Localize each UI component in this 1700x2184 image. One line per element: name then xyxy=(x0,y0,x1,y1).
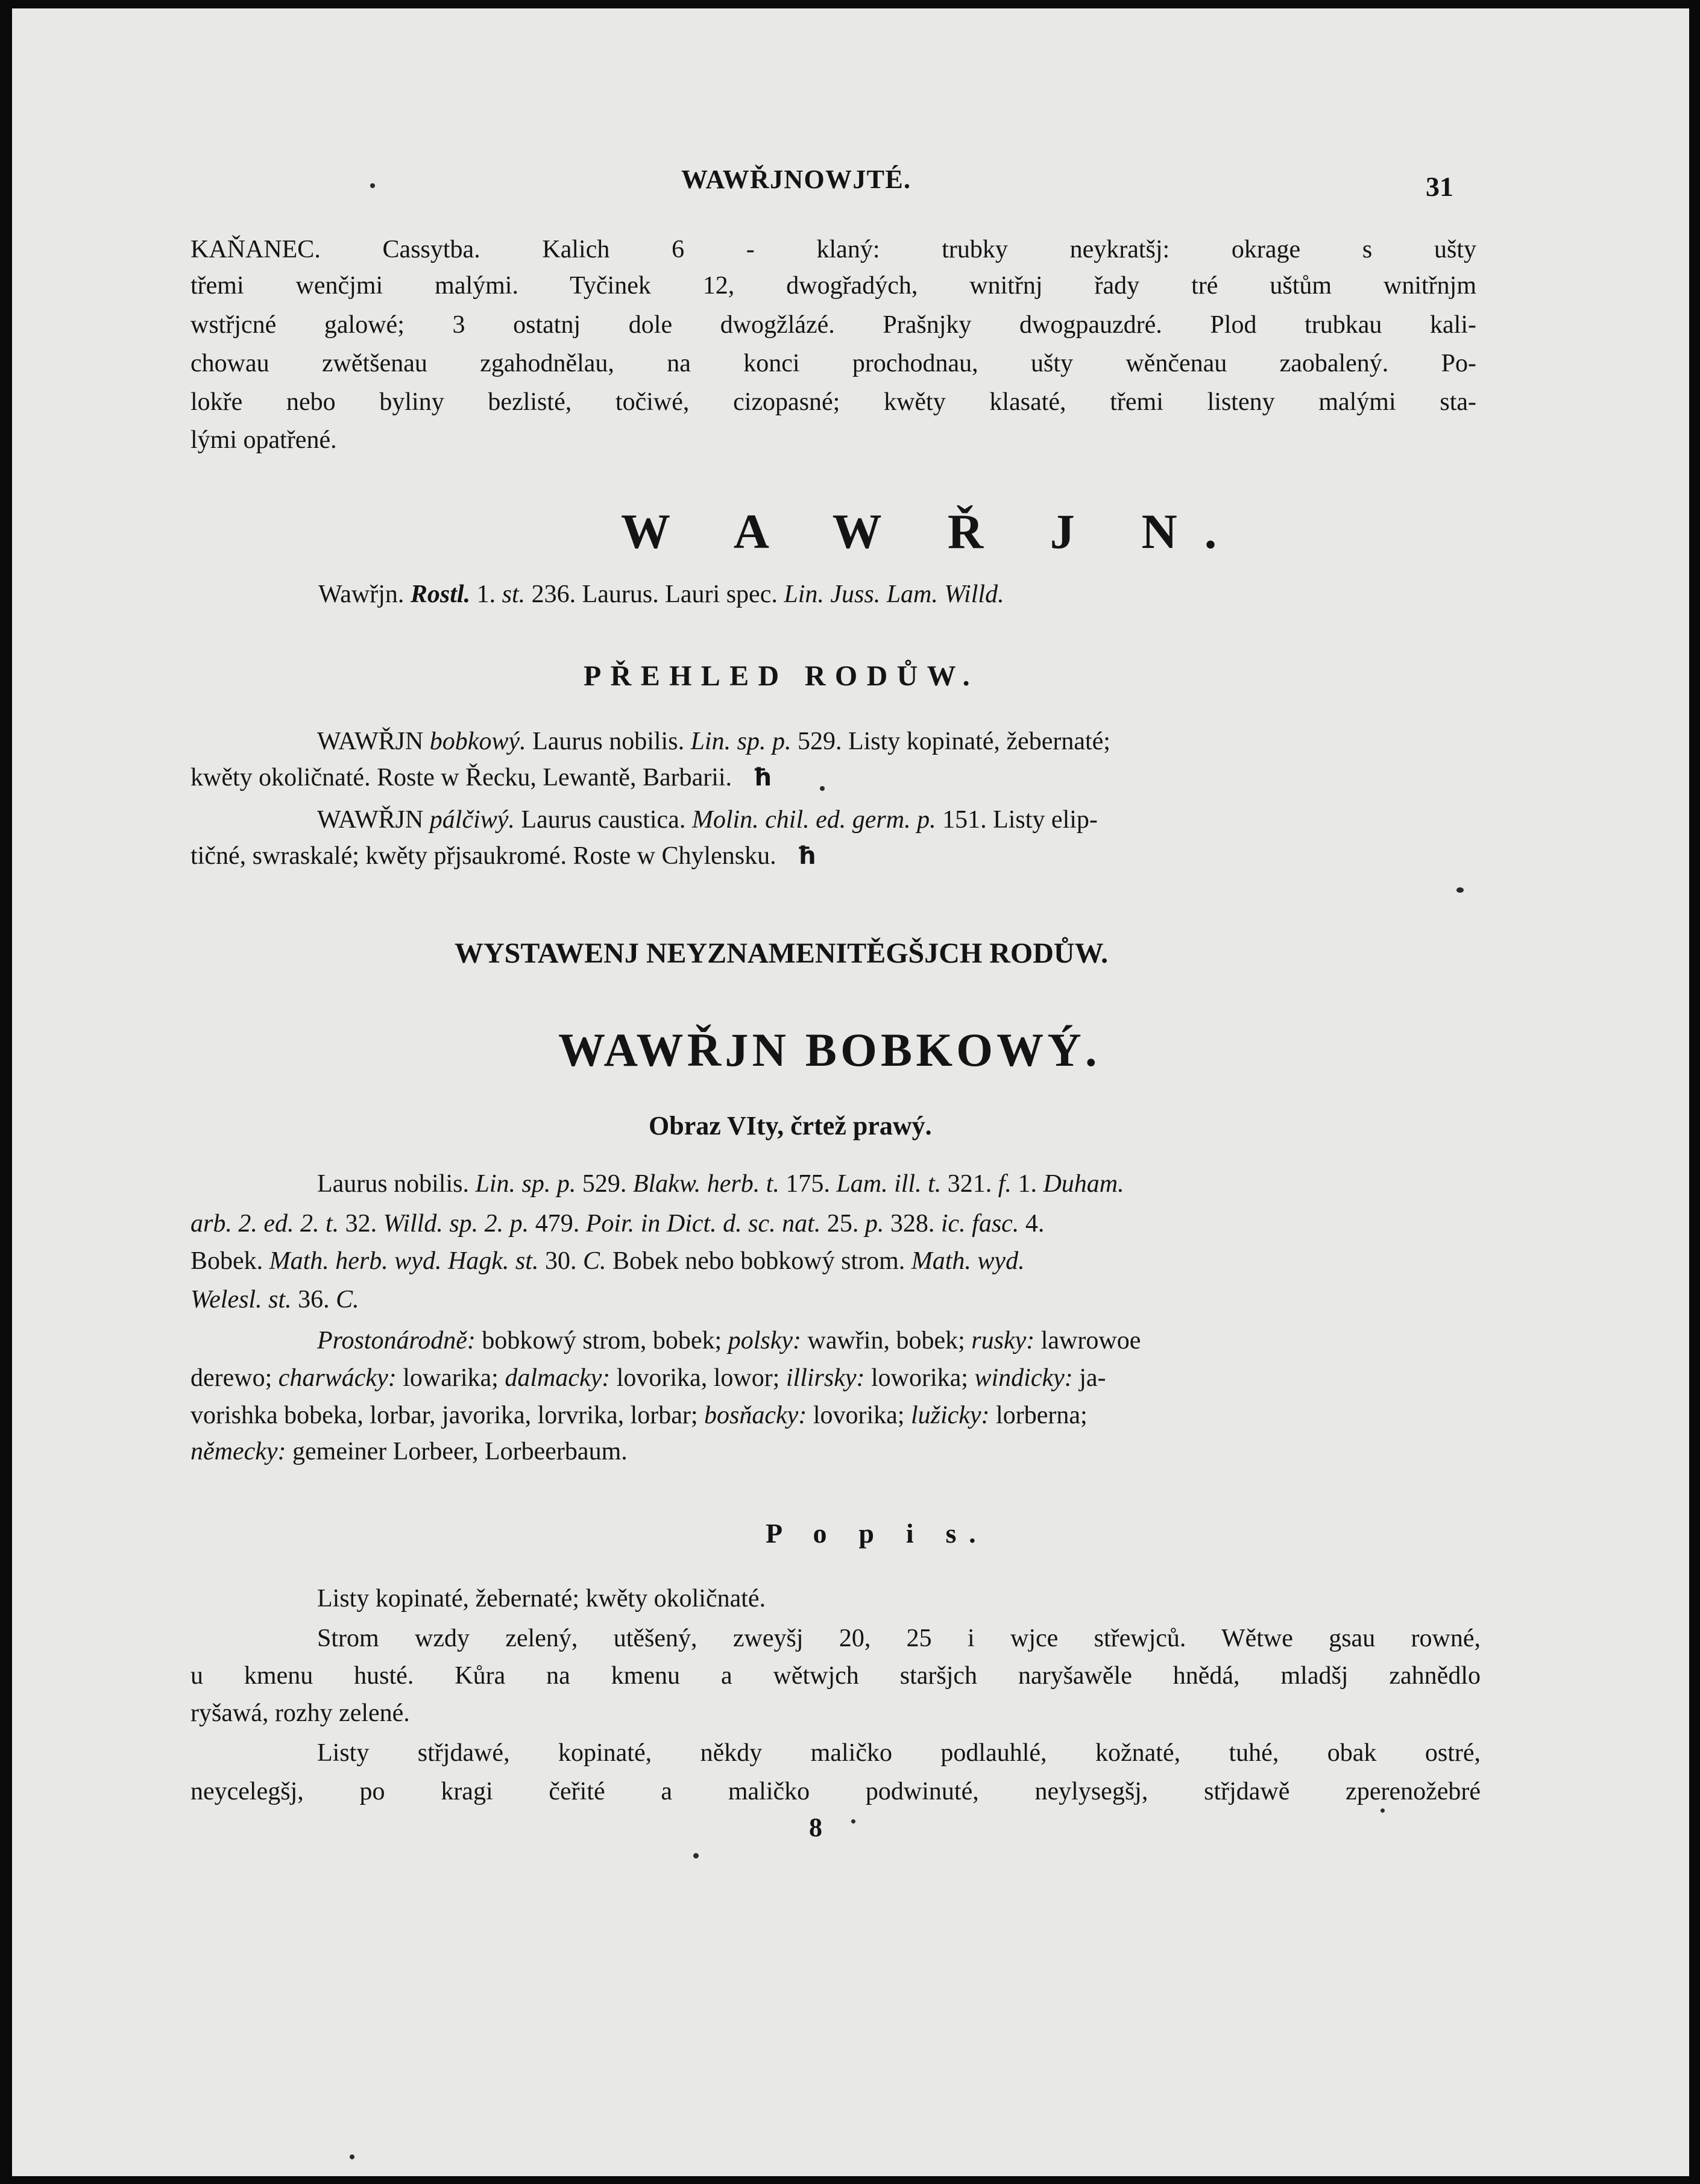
print-speck xyxy=(1456,887,1464,893)
entry2-desc: Listy elip- xyxy=(993,806,1098,834)
plate-reference: Obraz VIty, črtež prawý. xyxy=(649,1111,932,1141)
syn-num: 36. xyxy=(298,1286,330,1314)
print-speck xyxy=(851,1819,855,1824)
kananec-line-5: lokře nebo byliny bezlisté, točiwé, cizopasné; kwěty klasaté, třemi listeny malými sta- xyxy=(190,388,1476,416)
print-speck xyxy=(693,1853,699,1858)
ref-page: 236. Laurus. Lauri spec. xyxy=(531,581,778,608)
syn-ref-duham: Duham. xyxy=(1043,1170,1124,1198)
vern-label: bosňacky: xyxy=(704,1402,807,1429)
vernacular-line-4 xyxy=(190,1435,628,1468)
syn-num: 4. xyxy=(1025,1210,1045,1238)
overview-entry-2 xyxy=(317,803,1098,837)
popis-line-3: u kmenu husté. Kůra na kmenu a wětwjch staršjch naryšawěle hnědá, mladšj zahnědlo xyxy=(190,1662,1481,1690)
entry1-ref: Lin. sp. p. xyxy=(690,728,792,755)
syn-latin: Laurus nobilis. xyxy=(317,1170,469,1198)
entry2-epithet: pálčiwý. xyxy=(429,806,515,834)
syn-num: 321. xyxy=(947,1170,992,1198)
vernacular-line-1 xyxy=(317,1324,1141,1358)
vern-value: lovorika; xyxy=(813,1402,905,1429)
vern-label: illirsky: xyxy=(785,1364,865,1392)
overview-entry-1-cont xyxy=(190,761,772,795)
entry1-name: WAWŘJN xyxy=(317,728,424,755)
genus-title: W A W Ř J N. xyxy=(621,504,1244,559)
vern-label: polsky: xyxy=(728,1327,801,1355)
vern-value: ja- xyxy=(1079,1364,1106,1392)
syn-ref-arb: arb. 2. ed. 2. t. xyxy=(190,1210,339,1238)
kananec-line-2: třemi wenčjmi malými. Tyčinek 12, dwogřadých, wnitřnj řady tré uštům wnitřnjm xyxy=(190,272,1476,300)
syn-ref-p: p. xyxy=(864,1210,884,1238)
vern-label: lužicky: xyxy=(910,1402,990,1429)
syn-num: 328. xyxy=(890,1210,935,1238)
syn-num: 30. xyxy=(544,1247,577,1275)
entry2-name: WAWŘJN xyxy=(317,806,424,834)
ref-authors: Lin. Juss. Lam. Willd. xyxy=(784,581,1004,608)
popis-heading: P o p i s. xyxy=(766,1518,989,1549)
overview-entry-1 xyxy=(317,725,1110,758)
entry1-line2: kwěty okoličnaté. Roste w Řecku, Lewantě, Barbarii. xyxy=(190,764,732,791)
species-title: WAWŘJN BOBKOWÝ. xyxy=(558,1024,1101,1076)
entry2-line2: tičné, swraskalé; kwěty přjsaukromé. Roste w Chylensku. xyxy=(190,842,776,870)
popis-line-5: Listy střjdawé, kopinaté, někdy maličko podlauhlé, kožnaté, tuhé, obak ostré, xyxy=(317,1739,1481,1767)
syn-bobek-strom: Bobek nebo bobkowý strom. xyxy=(612,1247,905,1275)
shrub-sign-icon: ħ xyxy=(797,842,816,870)
running-head: WAWŘJNOWJTÉ. xyxy=(681,165,911,194)
popis-line-2: Strom wzdy zelený, utěšený, zweyšj 20, 25 i wjce střewjců. Wětwe gsau rowné, xyxy=(317,1625,1481,1652)
vern-label: rusky: xyxy=(971,1327,1035,1355)
genus-name-cz: Wawřjn. xyxy=(318,581,405,608)
print-speck xyxy=(820,786,825,791)
syn-ref-c: C. xyxy=(582,1247,606,1275)
syn-ref-ic: ic. fasc. xyxy=(940,1210,1019,1238)
popis-line-6: neycelegšj, po kragi čeřité a maličko podwinuté, neylysegšj, střjdawě zperenožebré xyxy=(190,1778,1481,1805)
syn-ref-lin: Lin. sp. p. xyxy=(475,1170,576,1198)
syn-ref-math: Math. herb. wyd. Hagk. st. xyxy=(269,1247,539,1275)
kananec-line-1: KAŇANEC. Cassytba. Kalich 6 - klaný: trubky neykratšj: okrage s ušty xyxy=(190,236,1476,263)
popis-line-4: ryšawá, rozhy zelené. xyxy=(190,1699,410,1727)
vern-value: bobkowý strom, bobek; xyxy=(482,1327,722,1355)
entry1-epithet: bobkowý. xyxy=(429,728,526,755)
syn-num: 25. xyxy=(826,1210,859,1238)
entry2-page: 151. xyxy=(942,806,987,834)
genus-synonymy xyxy=(318,577,1004,611)
vernacular-line-2 xyxy=(190,1361,1106,1395)
overview-heading: PŘEHLED RODŮW. xyxy=(584,660,979,692)
vern-value: wawřin, bobek; xyxy=(807,1327,965,1355)
syn-ref-f: f. xyxy=(998,1170,1012,1198)
vern-label: charwácky: xyxy=(278,1364,397,1392)
vern-value: lovorika, lowor; xyxy=(616,1364,780,1392)
syn-num: 175. xyxy=(785,1170,830,1198)
syn-ref-lam: Lam. ill. t. xyxy=(836,1170,942,1198)
popis-line-1: Listy kopinaté, žebernaté; kwěty okoličnaté. xyxy=(317,1585,766,1613)
shrub-sign-icon: ħ xyxy=(752,764,772,791)
page-number: 31 xyxy=(1426,171,1453,202)
entry2-latin: Laurus caustica. xyxy=(521,806,686,834)
vern-value: derewo; xyxy=(190,1364,272,1392)
syn-num: 1. xyxy=(1018,1170,1037,1198)
synonymy-line-4 xyxy=(190,1283,359,1317)
kananec-line-3: wstřjcné galowé; 3 ostatnj dole dwogžlázé. Prašnjky dwogpauzdré. Plod trubkau kali- xyxy=(190,311,1476,339)
syn-ref-willd: Willd. sp. 2. p. xyxy=(383,1210,529,1238)
print-speck xyxy=(370,183,375,188)
vern-value: vorishka bobeka, lorbar, javorika, lorvrika, lorbar; xyxy=(190,1402,698,1429)
notable-species-heading: WYSTAWENJ NEYZNAMENITĚGŠJCH RODŮW. xyxy=(455,937,1109,969)
ref-vol: 1. xyxy=(476,581,496,608)
book-page xyxy=(12,8,1689,2176)
synonymy-line-2 xyxy=(190,1207,1044,1241)
entry1-latin: Laurus nobilis. xyxy=(532,728,685,755)
vern-label: windicky: xyxy=(974,1364,1073,1392)
kananec-line-4: chowau zwětšenau zgahodnělau, na konci prochodnau, ušty wěnčenau zaobalený. Po- xyxy=(190,350,1476,377)
syn-ref-c: C. xyxy=(336,1286,359,1314)
vernacular-line-3 xyxy=(190,1399,1088,1432)
syn-num: 32. xyxy=(345,1210,377,1238)
signature-mark: 8 xyxy=(809,1813,822,1842)
vern-label: Prostonárodně: xyxy=(317,1327,476,1355)
vern-value: lawrowoe xyxy=(1040,1327,1141,1355)
syn-ref-math-wyd: Math. wyd. xyxy=(911,1247,1025,1275)
vern-label: německy: xyxy=(190,1438,286,1465)
vern-value: lorberna; xyxy=(996,1402,1088,1429)
syn-num: 529. xyxy=(582,1170,627,1198)
syn-ref-welesl: Welesl. st. xyxy=(190,1286,292,1314)
entry1-desc: Listy kopinaté, žebernaté; xyxy=(848,728,1110,755)
syn-ref-blakw: Blakw. herb. t. xyxy=(632,1170,779,1198)
syn-bobek: Bobek. xyxy=(190,1247,263,1275)
synonymy-line-1 xyxy=(317,1167,1124,1201)
entry2-ref: Molin. chil. ed. germ. p. xyxy=(691,806,936,834)
kananec-line-6: lými opatřené. xyxy=(190,426,337,454)
print-speck xyxy=(350,2154,354,2159)
synonymy-line-3 xyxy=(190,1244,1025,1278)
entry1-page: 529. xyxy=(797,728,842,755)
ref-st: st. xyxy=(502,581,526,608)
vern-label: dalmacky: xyxy=(505,1364,611,1392)
vern-value: lowarika; xyxy=(403,1364,499,1392)
syn-ref-poir: Poir. in Dict. d. sc. nat. xyxy=(585,1210,821,1238)
overview-entry-2-cont xyxy=(190,839,816,873)
print-speck xyxy=(1380,1808,1385,1813)
vern-value: loworika; xyxy=(871,1364,968,1392)
syn-num: 479. xyxy=(535,1210,580,1238)
vern-value: gemeiner Lorbeer, Lorbeerbaum. xyxy=(292,1438,628,1465)
ref-rostl: Rostl. xyxy=(410,581,471,608)
